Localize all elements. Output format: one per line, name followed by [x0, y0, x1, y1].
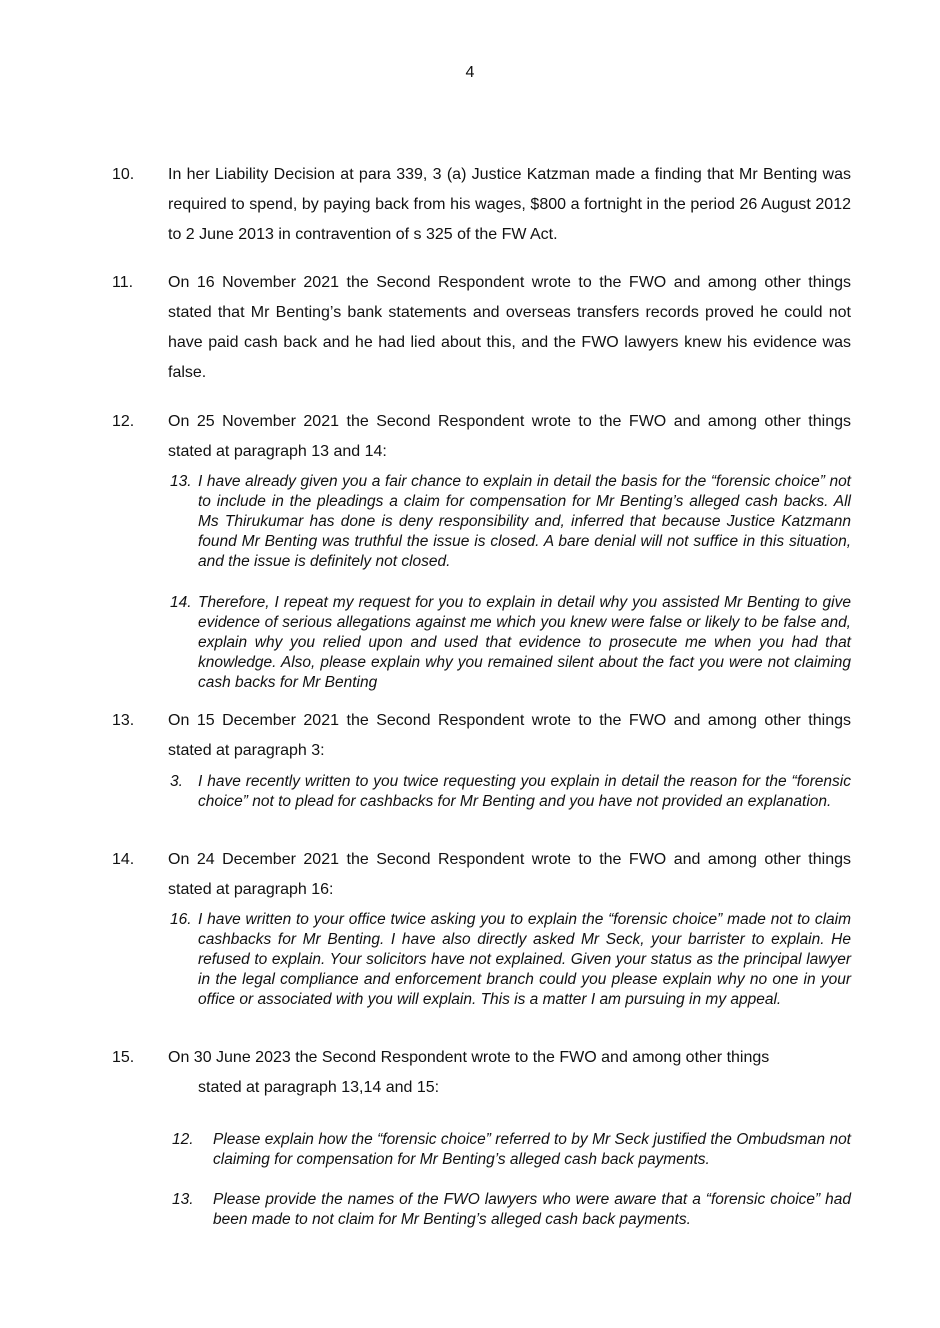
quote-number: 14. — [170, 594, 192, 611]
quote-number: 16. — [170, 911, 192, 928]
paragraph-number: 12. — [112, 413, 135, 430]
paragraph-number: 11. — [112, 274, 134, 291]
quote-text: Please provide the names of the FWO lawyers who were aware that a “forensic choice” had been made to not claim for Mr Benting’s alleged cash back payments. — [213, 1191, 851, 1228]
quote-text: I have already given you a fair chance to explain in detail the basis for the “forensic choice” not to include in the pleadings a claim for compensation for Mr Benting’s alleged cash backs. All Ms Thirukumar has done is deny responsibility and, inferred that because Justice Katzmann found Mr Benting was truthful the issue is closed. A bare denial will not suffice in this situation, and the issue is definitely not closed. — [198, 473, 851, 570]
page-number: 4 — [465, 64, 475, 81]
paragraph-number: 14. — [112, 851, 135, 868]
quote-number: 12. — [172, 1131, 194, 1148]
paragraph-text: On 25 November 2021 the Second Respondent wrote to the FWO and among other things stated at paragraph 13 and 14: — [168, 413, 851, 460]
quote-text: I have recently written to you twice requesting you explain in detail the reason for the “forensic choice” not to plead for cashbacks for Mr Benting and you have not provided an explanation. — [198, 773, 851, 810]
paragraph-text: On 30 June 2023 the Second Respondent wrote to the FWO and among other things — [168, 1049, 770, 1066]
quote-number: 13. — [170, 473, 192, 490]
paragraph-text: On 16 November 2021 the Second Respondent wrote to the FWO and among other things stated that Mr Benting’s bank statements and overseas transfers records proved he could not have paid cash back and he had lied about this, and the FWO lawyers knew his evidence was false. — [168, 274, 851, 381]
quote-number: 3. — [170, 773, 183, 790]
paragraph-number: 15. — [112, 1049, 135, 1066]
paragraph-text: In her Liability Decision at para 339, 3 (a) Justice Katzman made a finding that Mr Benting was required to spend, by paying back from his wages, $800 a fortnight in the period 26 August 2012 to 2 June 2013 in contravention of s 325 of the FW Act. — [168, 166, 851, 243]
quote-text: Please explain how the “forensic choice” referred to by Mr Seck justified the Ombudsman not claiming for compensation for Mr Benting’s alleged cash back payments. — [213, 1131, 851, 1168]
quote-number: 13. — [172, 1191, 194, 1208]
paragraph-text: On 24 December 2021 the Second Respondent wrote to the FWO and among other things stated at paragraph 16: — [168, 851, 851, 898]
paragraph-text-continued: stated at paragraph 13,14 and 15: — [198, 1079, 440, 1096]
paragraph-text: On 15 December 2021 the Second Respondent wrote to the FWO and among other things stated at paragraph 3: — [168, 712, 851, 759]
quote-text: I have written to your office twice asking you to explain the “forensic choice” made not to claim cashbacks for Mr Benting. I have also directly asked Mr Seck, your barrister to explain. He refused to explain. Your solicitors have not explained. Given your status as the principal lawyer in the legal compliance and enforcement branch could you please explain why no one in your office or associated with you will explain. This is a matter I am pursuing in my appeal. — [198, 911, 851, 1008]
paragraph-number: 10. — [112, 166, 135, 183]
paragraph-number: 13. — [112, 712, 135, 729]
quote-text: Therefore, I repeat my request for you to explain in detail why you assisted Mr Benting to give evidence of serious allegations against me which you knew were false or likely to be false and, explain why you relied upon and used that evidence to prosecute me when you had that knowledge. Also, please explain why you remained silent about the fact you were not claiming cash backs for Mr Benting — [198, 594, 851, 691]
